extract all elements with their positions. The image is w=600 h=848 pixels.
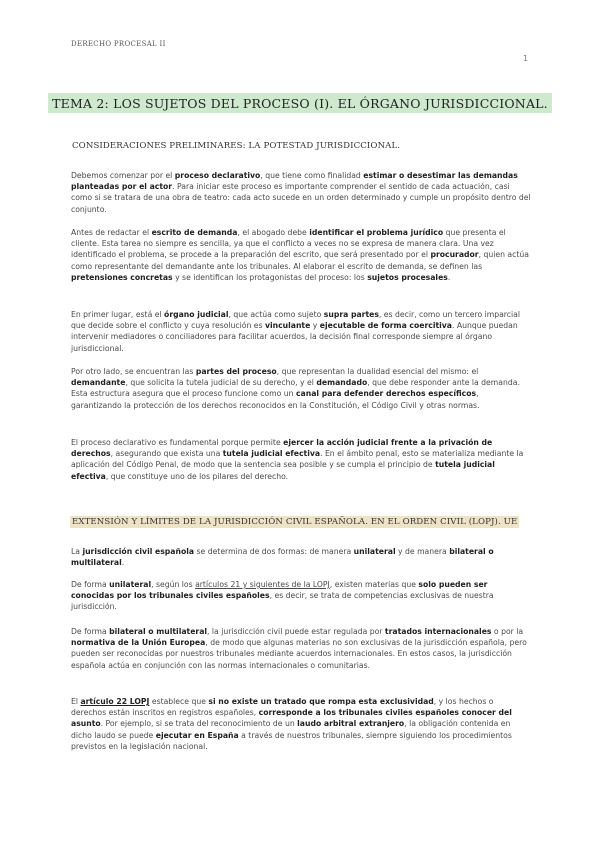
bold-term: proceso declarativo	[174, 171, 261, 180]
bold-term: unilateral	[109, 580, 152, 589]
text-run: , asegurando que exista una	[110, 449, 223, 459]
bold-term: estimar o desestimar las demandas planteadas por el actor	[71, 171, 518, 192]
bold-term: escrito de demanda	[151, 228, 238, 237]
text-run: Por otro lado, se encuentran las	[71, 367, 196, 376]
text-run: , de modo que algunas materias no son exclusivas de la jurisdicción española, pero pueden ser reconocidas por nuestros tribunales mediante acuerdos internacionales. En estos casos, la jurisdicción española actúa en conjunción con las normas internacionales o comunitarias.	[71, 638, 527, 670]
bold-term: partes del proceso	[195, 367, 277, 376]
bold-term: identificar el problema jurídico	[309, 228, 444, 237]
bold-term: tratados internacionales	[384, 627, 492, 636]
underlined-reference: artículos 21 y siguientes de la LOPJ	[195, 580, 330, 589]
bold-term: demandado	[316, 378, 368, 388]
bold-term: laudo arbitral extranjero	[297, 719, 405, 729]
text-run: . Aunque puedan intervenir mediadores o conciliadores para facilitar acuerdos, la decisión final corresponde siempre al órgano jurisdiccional.	[71, 321, 518, 353]
bold-term: supra partes	[323, 310, 379, 319]
paragraph	[71, 546, 531, 568]
bold-term: órgano judicial	[164, 310, 229, 319]
paragraph	[71, 437, 531, 482]
section-heading-preliminares: CONSIDERACIONES PRELIMINARES: LA POTESTAD JURISDICCIONAL.	[72, 141, 401, 151]
text-run: , que tiene como finalidad	[260, 171, 364, 180]
bold-term: unilateral	[353, 547, 396, 556]
text-run: , es decir, se trata de competencias exclusivas de nuestra jurisdicción.	[71, 591, 494, 612]
paragraph	[71, 626, 531, 671]
text-run: y	[310, 321, 320, 331]
page-number: 1	[523, 54, 529, 63]
text-run: , que actúa como sujeto	[228, 310, 324, 319]
text-run: , según los	[151, 580, 196, 589]
text-run: De forma	[71, 580, 110, 589]
text-run: y de manera	[395, 547, 450, 556]
text-run: . En el ámbito penal, esto se materializa mediante la aplicación del Código Penal, de modo que la sentencia sea posible y se cumpla el principio de	[71, 449, 524, 470]
text-run: , la jurisdicción civil puede estar regulada por	[207, 627, 385, 636]
text-run: se determina de dos formas: de manera	[194, 547, 354, 556]
text-run: En primer lugar, está el	[71, 310, 165, 319]
text-run: o por la	[491, 627, 524, 636]
underlined-reference: artículo 22 LOPJ	[80, 697, 150, 706]
text-run: , quien actúa como representante del demandante ante los tribunales. Al elaborar el escrito de demanda, se definen las	[71, 250, 529, 271]
text-run: y se identifican los protagonistas del proceso: los	[172, 272, 368, 282]
text-run: que presenta el cliente. Esta tarea no siempre es sencilla, ya que el conflicto a veces no se expresa de manera clara. Una vez identificado el problema, se procede a la preparación del escrito, que será presentado por el	[71, 228, 506, 260]
bold-term: tutela judicial efectiva	[71, 460, 495, 481]
text-run: El	[71, 697, 81, 706]
paragraph	[71, 366, 531, 411]
bold-term: demandante	[71, 378, 126, 388]
bold-term: ejecutar en España	[155, 730, 239, 740]
text-run: , existen materias que	[329, 580, 419, 589]
paragraph	[71, 696, 531, 752]
bold-term: pretensiones concretas	[71, 272, 173, 282]
text-run: , es decir, como un tercero imparcial que decide sobre el conflicto y cuya resolución es	[71, 310, 521, 331]
bold-term: bilateral o multilateral	[109, 627, 208, 636]
text-run: , que constituye uno de los pilares del derecho.	[105, 471, 289, 481]
bold-term: corresponde a los tribunales civiles españoles conocer del asunto	[71, 708, 512, 729]
text-run: a través de nuestros tribunales, siempre siguiendo los procedimientos previstos en la legislación nacional.	[71, 730, 512, 751]
text-run: . Por ejemplo, si se trata del reconocimiento de un	[100, 719, 298, 729]
text-run: Antes de redactar el	[71, 228, 152, 237]
text-run: , que representan la dualidad esencial del mismo: el	[276, 367, 479, 376]
title-wrapper	[0, 93, 600, 113]
text-run: , y los hechos o derechos están inscritos en registros españoles,	[71, 697, 494, 718]
text-run: El proceso declarativo es fundamental porque permite	[71, 438, 284, 447]
text-run: , la obligación contenida en dicho laudo se puede	[71, 719, 511, 740]
bold-term: canal para defender derechos específicos	[296, 389, 477, 399]
bold-term: bilateral o multilateral	[71, 547, 494, 568]
bold-term: normativa de la Unión Europea	[71, 638, 206, 648]
paragraph	[71, 170, 531, 215]
page-title: TEMA 2: LOS SUJETOS DEL PROCESO (I). EL ÓRGANO JURISDICCIONAL.	[48, 93, 552, 113]
section-heading-extension: EXTENSIÓN Y LÍMITES DE LA JURISDICCIÓN CIVIL ESPAÑOLA. EN EL ORDEN CIVIL (LOPJ). UE	[72, 517, 518, 527]
bold-term: vinculante	[264, 321, 311, 331]
bold-term: solo pueden ser conocidas por los tribunales civiles españoles	[71, 580, 488, 601]
bold-term: jurisdicción civil española	[82, 547, 195, 556]
running-header: DERECHO PROCESAL II	[71, 40, 166, 48]
text-run: , garantizando la protección de los derechos reconocidos en la Constitución, el Código Civil y otras normas.	[71, 389, 480, 410]
bold-term: sujetos procesales	[367, 272, 448, 282]
text-run: establece que	[149, 697, 209, 706]
bold-term: tutela judicial efectiva	[222, 449, 321, 459]
paragraph	[71, 227, 531, 283]
text-run: , que debe responder ante la demanda. Esta estructura asegura que el proceso funcione como un	[71, 378, 520, 399]
text-run: .	[121, 558, 125, 568]
bold-term: si no existe un tratado que rompa esta exclusividad	[208, 697, 434, 706]
text-run: , que solicita la tutela judicial de su derecho, y el	[125, 378, 317, 388]
bold-term: ejecutable de forma coercitiva	[319, 321, 452, 331]
paragraph	[71, 579, 531, 613]
text-run: . Para iniciar este proceso es importante comprender el sentido de cada actuación, casi como si se tratara de una obra de teatro: cada acto sucede en un orden determinado y cumple un propósito dentro del conjunto.	[71, 182, 531, 214]
bold-term: ejercer la acción judicial frente a la privación de derechos	[71, 438, 493, 459]
text-run: Debemos comenzar por el	[71, 171, 175, 180]
text-run: , el abogado debe	[237, 228, 310, 237]
paragraph	[71, 309, 531, 354]
text-run: .	[447, 272, 451, 282]
text-run: De forma	[71, 627, 110, 636]
text-run: La	[71, 547, 83, 556]
bold-term: procurador	[430, 250, 479, 260]
